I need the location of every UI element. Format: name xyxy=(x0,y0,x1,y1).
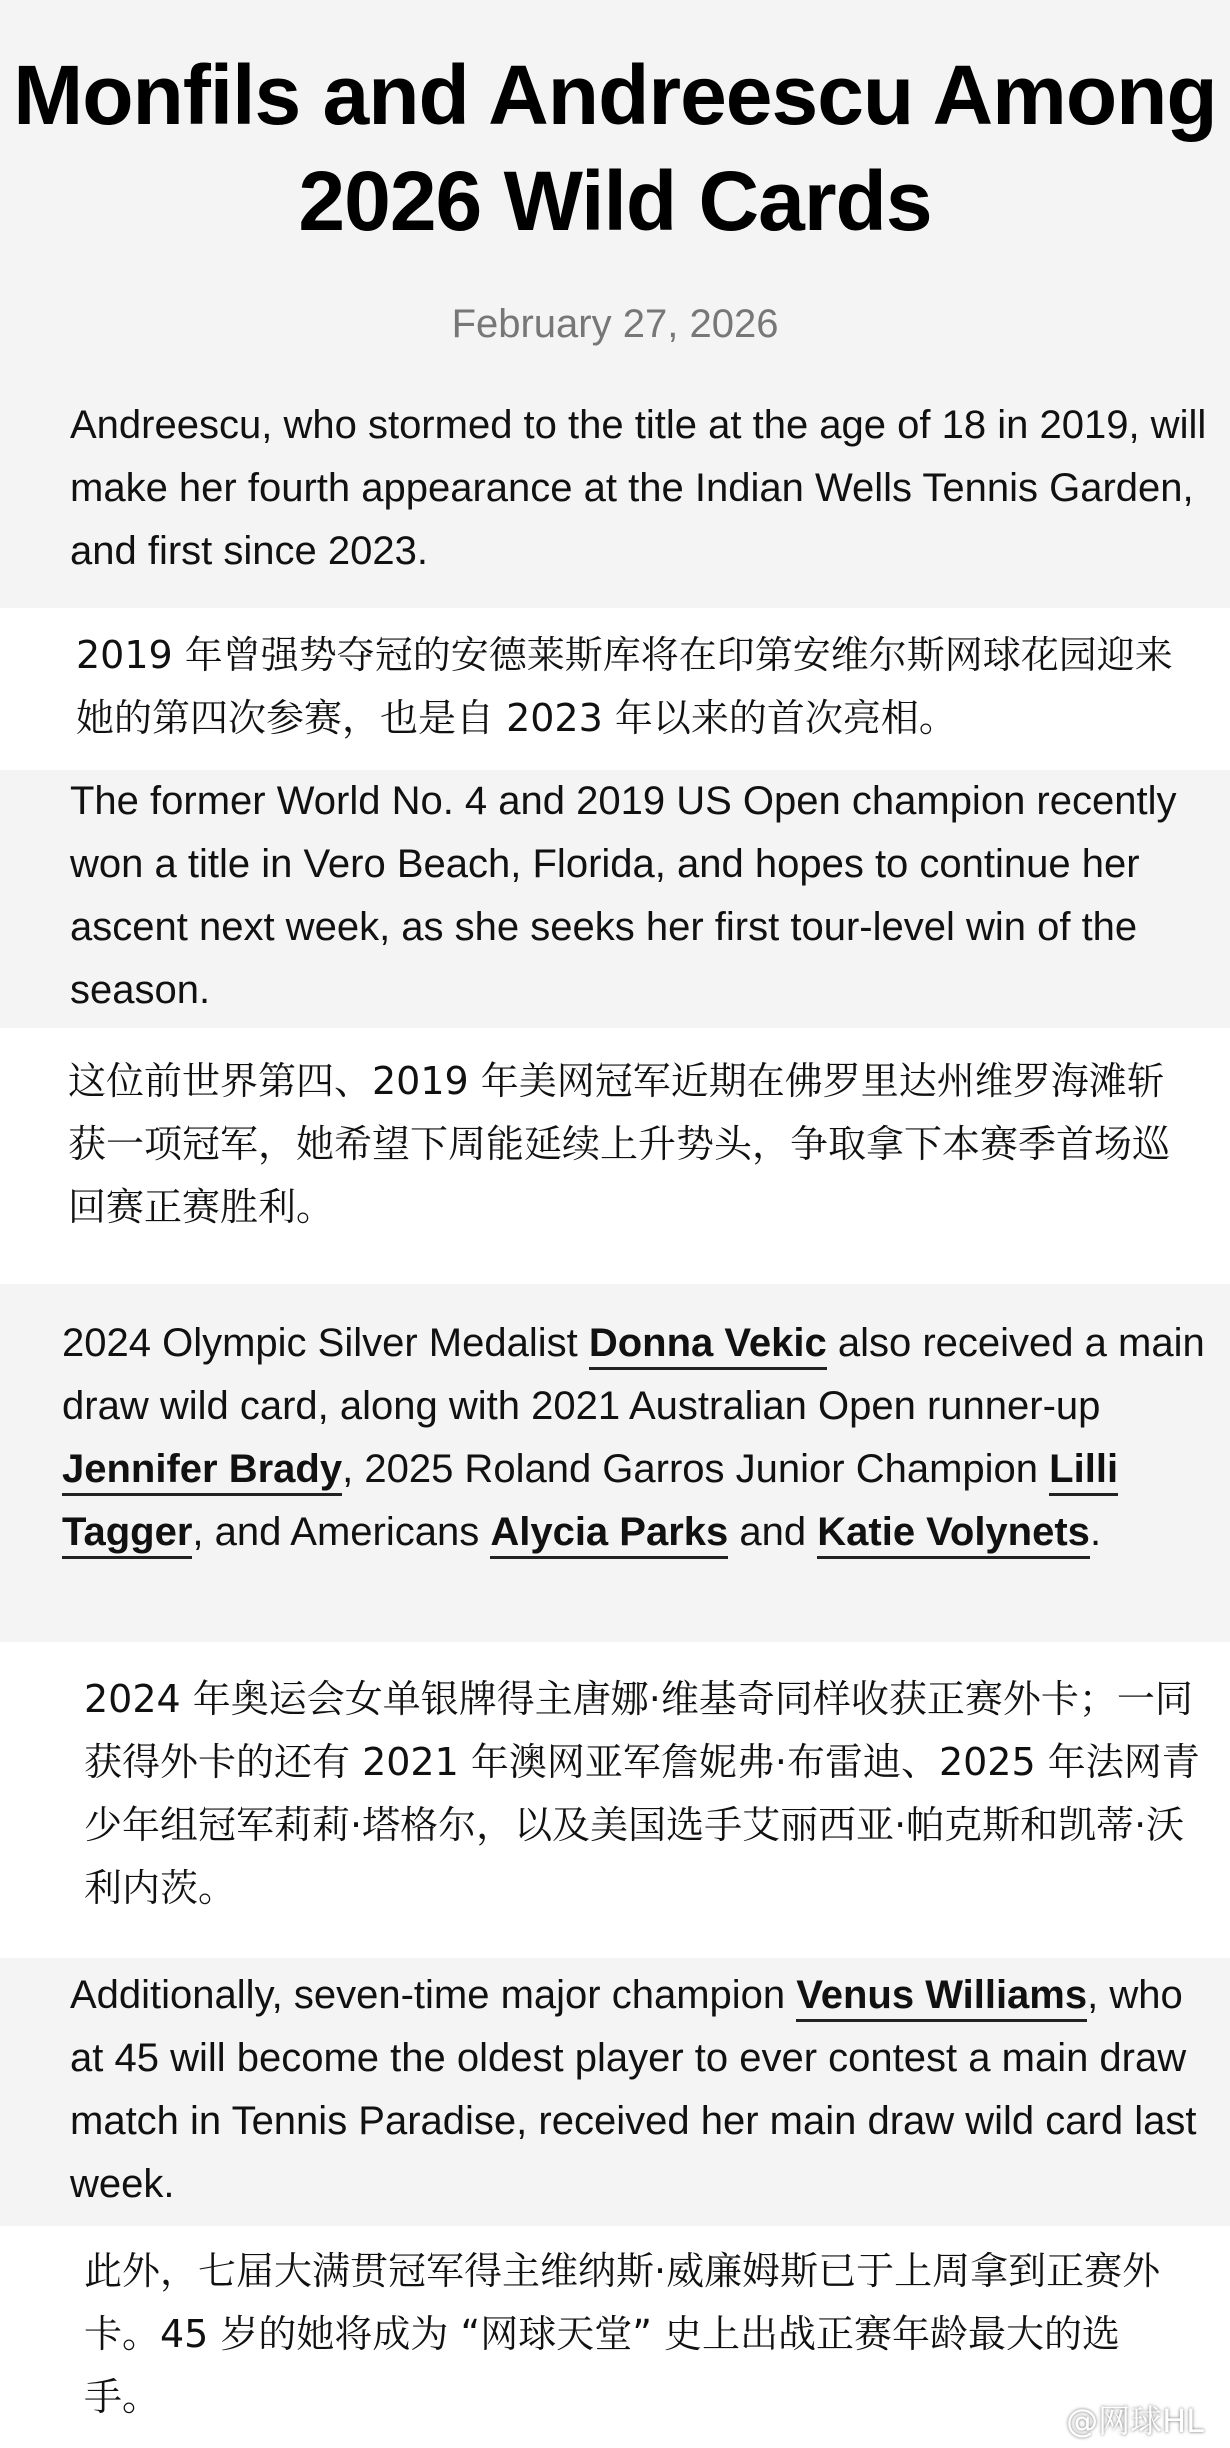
paragraph-3-text-5: and xyxy=(728,1510,818,1554)
paragraph-band-3 xyxy=(0,1284,1230,1642)
paragraph-4-zh: 此外，七届大满贯冠军得主维纳斯·威廉姆斯已于上周拿到正赛外卡。45 岁的她将成为 “网球天堂” 史上出战正赛年龄最大的选手。 xyxy=(84,2249,1161,2419)
paragraph-band-4 xyxy=(0,1958,1230,2226)
paragraph-2-zh: 这位前世界第四、2019 年美网冠军近期在佛罗里达州维罗海滩斩获一项冠军，她希望下周能延续上升势头，争取拿下本赛季首场巡回赛正赛胜利。 xyxy=(68,1059,1171,1229)
translation-band-3 xyxy=(0,1642,1230,1958)
paragraph-3 xyxy=(62,1312,1212,1564)
translation-band-2 xyxy=(0,1028,1230,1284)
paragraph-3-text-6: . xyxy=(1089,1510,1102,1554)
paragraph-1-zh: 2019 年曾强势夺冠的安德莱斯库将在印第安维尔斯网球花园迎来她的第四次参赛，也是自 2023 年以来的首次亮相。 xyxy=(76,633,1173,740)
paragraph-2: The former World No. 4 and 2019 US Open champion recently won a title in Vero Beach, Florida, and hopes to continue her ascent next week, as she seeks her first tour-level win of the season. xyxy=(70,779,1177,1012)
player-link-jennifer-brady[interactable]: Jennifer Brady xyxy=(62,1447,342,1496)
translation-band-1 xyxy=(0,608,1230,770)
paragraph-band-2 xyxy=(0,770,1230,1028)
paragraph-4 xyxy=(70,1964,1210,2216)
article-date: February 27, 2026 xyxy=(451,302,779,346)
paragraph-1: Andreescu, who stormed to the title at the age of 18 in 2019, will make her fourth appearance at the Indian Wells Tennis Garden, and first since 2023. xyxy=(70,403,1207,573)
paragraph-3-text-4: , and Americans xyxy=(192,1510,491,1554)
player-link-lilli-tagger[interactable]: Lilli Tagger xyxy=(62,1447,1118,1559)
paragraph-4-text-2: , who at 45 will become the oldest player to ever contest a main draw match in Tennis Paradise, received her main draw wild card last week. xyxy=(70,1973,1197,2206)
translation-band-4 xyxy=(0,2226,1230,2448)
article-title: Monfils and Andreescu Among 2026 Wild Cards xyxy=(13,48,1217,248)
paragraph-3-text-1: 2024 Olympic Silver Medalist xyxy=(62,1321,589,1365)
player-link-katie-volynets[interactable]: Katie Volynets xyxy=(817,1510,1090,1559)
paragraph-3-zh: 2024 年奥运会女单银牌得主唐娜·维基奇同样收获正赛外卡；一同获得外卡的还有 2021 年澳网亚军詹妮弗·布雷迪、2025 年法网青少年组冠军莉莉·塔格尔，以及美国选手艾丽西亚·帕克斯和凯蒂·沃利内茨。 xyxy=(84,1677,1200,1910)
paragraph-3-text-3: , 2025 Roland Garros Junior Champion xyxy=(342,1447,1050,1491)
player-link-donna-vekic[interactable]: Donna Vekic xyxy=(589,1321,827,1370)
header-band xyxy=(0,0,1230,608)
player-link-venus-williams[interactable]: Venus Williams xyxy=(796,1973,1087,2022)
player-link-alycia-parks[interactable]: Alycia Parks xyxy=(490,1510,728,1559)
watermark: @网球HL xyxy=(1066,2402,1204,2440)
paragraph-3-text-2: also received a main draw wild card, along with 2021 Australian Open runner-up xyxy=(62,1321,1205,1428)
paragraph-4-text-1: Additionally, seven-time major champion xyxy=(70,1973,797,2017)
